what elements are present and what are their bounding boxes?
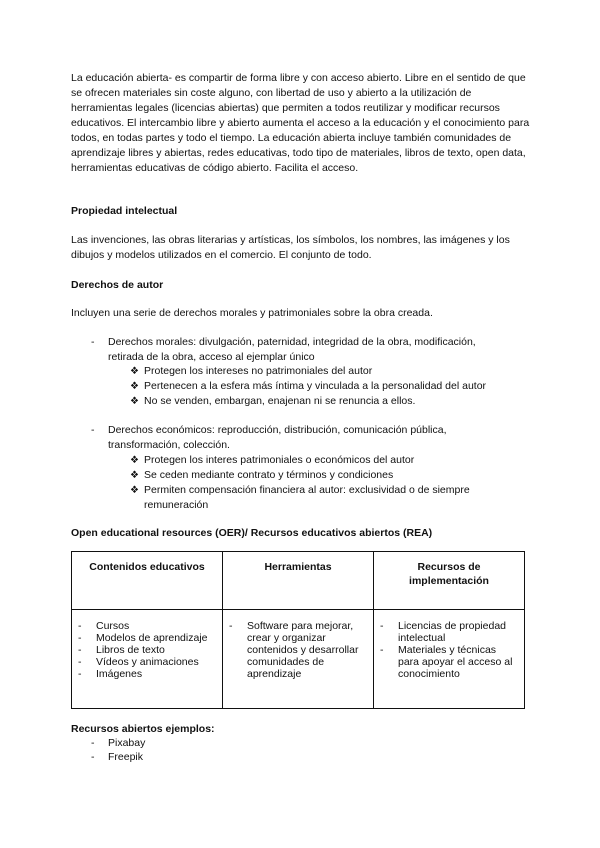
diamond-bullet-icon: ❖ <box>130 366 139 377</box>
list-item <box>229 620 367 680</box>
list-item-text: Pixabay <box>108 737 146 749</box>
dash-marker: - <box>91 424 95 436</box>
list-item-text: Licencias de propiedad intelectual <box>398 620 506 644</box>
diamond-bullet-icon: ❖ <box>130 381 139 392</box>
derechos-morales-label: Derechos morales: divulgación, paternidad, integridad de la obra, modificación, retirada de la obra, acceso al ejemplar único <box>108 336 476 363</box>
table-row <box>72 610 525 709</box>
list-item <box>78 644 216 656</box>
dash-marker: - <box>78 632 82 644</box>
list-item-text: No se venden, embargan, enajenan ni se renuncia a ellos. <box>144 395 416 407</box>
dash-marker: - <box>91 737 95 749</box>
copyright-paragraph: Incluyen una serie de derechos morales y patrimoniales sobre la obra creada. <box>71 307 433 319</box>
dash-marker: - <box>91 751 95 763</box>
intro-paragraph: La educación abierta- es compartir de forma libre y con acceso abierto. Libre en el sentido de que se ofrecen materiales sin coste alguno, con libertad de uso y abierto a la utilización de herramientas legales (licencias abiertas) que permiten a todos reutilizar y modificar recursos educativos. El intercambio libre y abierto aumenta el acceso a la educación y el conocimiento para todos, en todas partes y todo el tiempo. La educación abierta incluye también comunidades de aprendizaje libres y abiertas, redes educativas, todo tipo de materiales, libros de texto, open data, herramientas educativas de código abierto. Facilita el acceso. <box>71 72 530 174</box>
dash-marker: - <box>91 336 95 348</box>
examples-list <box>91 736 145 764</box>
list-item-text: Pertenecen a la esfera más íntima y vinculada a la personalidad del autor <box>144 380 487 392</box>
list-item <box>380 644 518 680</box>
ip-paragraph: Las invenciones, las obras literarias y artísticas, los símbolos, los nombres, las imágenes y los dibujos y modelos utilizados en el comercio. El conjunto de todo. <box>71 234 510 261</box>
list-item-text: Protegen los intereses no patrimoniales del autor <box>144 365 373 377</box>
table-cell-contenidos <box>72 610 223 709</box>
list-item <box>78 668 216 680</box>
table-header-row <box>72 552 525 610</box>
list-item <box>78 656 216 668</box>
list-item <box>78 632 216 644</box>
list-item <box>380 620 518 644</box>
dash-marker: - <box>380 620 384 632</box>
diamond-bullet-icon: ❖ <box>130 470 139 481</box>
list-item-text: Software para mejorar, crear y organizar contenidos y desarrollar comunidades de aprendizaje <box>247 620 359 680</box>
table-header-recursos: Recursos de implementación <box>374 552 525 610</box>
table-header-contenidos: Contenidos educativos <box>72 552 223 610</box>
list-item-text: Materiales y técnicas para apoyar el acceso al conocimiento <box>398 644 513 680</box>
rea-table <box>71 551 525 709</box>
oer-heading: Open educational resources (OER)/ Recursos educativos abiertos (REA) <box>71 527 433 539</box>
table-cell-herramientas <box>223 610 374 709</box>
list-item-text: Cursos <box>96 620 130 632</box>
list-item <box>91 750 145 764</box>
list-item-text: Se ceden mediante contrato y términos y condiciones <box>144 469 394 481</box>
list-item-text: Freepik <box>108 751 144 763</box>
dash-marker: - <box>78 668 82 680</box>
diamond-bullet-icon: ❖ <box>130 396 139 407</box>
diamond-bullet-icon: ❖ <box>130 485 139 496</box>
dash-marker: - <box>78 656 82 668</box>
list-item <box>78 620 216 632</box>
derechos-economicos-label: Derechos económicos: reproducción, distribución, comunicación pública, transformación, colección. <box>108 424 447 451</box>
dash-marker: - <box>380 644 384 656</box>
table-header-herramientas: Herramientas <box>223 552 374 610</box>
list-item-text: Permiten compensación financiera al autor: exclusividad o de siempre remuneración <box>144 484 470 511</box>
diamond-bullet-icon: ❖ <box>130 455 139 466</box>
dash-marker: - <box>78 644 82 656</box>
table-cell-recursos <box>374 610 525 709</box>
copyright-heading: Derechos de autor <box>71 279 164 291</box>
dash-marker: - <box>229 620 233 632</box>
list-item-text: Modelos de aprendizaje <box>96 632 208 644</box>
examples-heading: Recursos abiertos ejemplos: <box>71 723 215 735</box>
list-item-text: Libros de texto <box>96 644 165 656</box>
ip-heading: Propiedad intelectual <box>71 205 178 217</box>
list-item <box>91 736 145 750</box>
list-item-text: Imágenes <box>96 668 143 680</box>
list-item-text: Vídeos y animaciones <box>96 656 199 668</box>
dash-marker: - <box>78 620 82 632</box>
list-item-text: Protegen los interes patrimoniales o económicos del autor <box>144 454 415 466</box>
